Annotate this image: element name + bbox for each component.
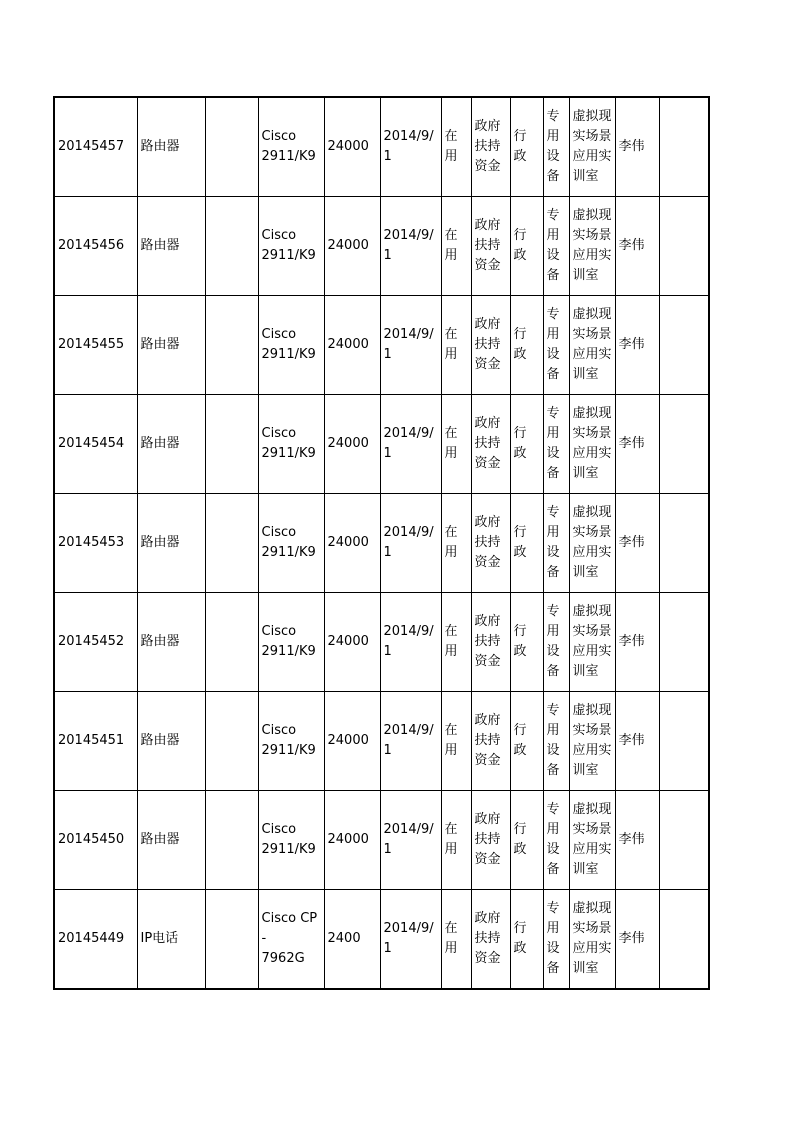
- fund-source-cell-line: 资金: [474, 159, 501, 174]
- location-cell: [569, 197, 615, 296]
- model-cell: [258, 890, 324, 990]
- asset-id-cell: 20145449: [54, 890, 137, 990]
- asset-name-cell: 路由器: [137, 197, 205, 296]
- status-cell-line: 用: [444, 248, 458, 263]
- location-cell-line: 应用实: [572, 941, 612, 956]
- price-cell: 24000: [324, 593, 380, 692]
- status-cell: [441, 296, 471, 395]
- location-cell-line: 虚拟现: [572, 505, 612, 520]
- status-cell-line: 在: [444, 921, 458, 936]
- department-cell-line: 政: [513, 545, 527, 560]
- fund-source-cell: [471, 692, 510, 791]
- category-cell-line: 设: [546, 545, 560, 560]
- fund-source-cell-line: 扶持: [474, 139, 501, 154]
- note-cell: [659, 692, 709, 791]
- location-cell-line: 虚拟现: [572, 406, 612, 421]
- purchase-date-cell: 2014/9/1: [380, 890, 441, 990]
- fund-source-cell: [471, 593, 510, 692]
- category-cell: [543, 593, 569, 692]
- price-cell: 2400: [324, 890, 380, 990]
- status-cell-line: 用: [444, 347, 458, 362]
- table-row: [54, 296, 709, 395]
- location-cell-line: 实场景: [572, 921, 612, 936]
- price-cell: 24000: [324, 395, 380, 494]
- department-cell-line: 行: [513, 228, 527, 243]
- asset-id-cell: 20145453: [54, 494, 137, 593]
- status-cell: [441, 97, 471, 197]
- location-cell-line: 训室: [572, 763, 599, 778]
- department-cell-line: 行: [513, 525, 527, 540]
- location-cell-line: 应用实: [572, 446, 612, 461]
- category-cell-line: 专: [546, 703, 560, 718]
- spec-cell: [205, 692, 258, 791]
- fund-source-cell-line: 政府: [474, 317, 501, 332]
- fund-source-cell-line: 政府: [474, 416, 501, 431]
- category-cell-line: 用: [546, 525, 560, 540]
- category-cell-line: 备: [546, 367, 560, 382]
- custodian-cell: 李伟: [615, 395, 659, 494]
- model-cell: [258, 97, 324, 197]
- fund-source-cell-line: 扶持: [474, 436, 501, 451]
- status-cell-line: 用: [444, 149, 458, 164]
- fund-source-cell: [471, 890, 510, 990]
- purchase-date-cell: 2014/9/1: [380, 395, 441, 494]
- location-cell-line: 虚拟现: [572, 802, 612, 817]
- department-cell: [510, 296, 543, 395]
- model-cell-line: Cisco: [261, 228, 297, 243]
- status-cell: [441, 593, 471, 692]
- location-cell-line: 实场景: [572, 129, 612, 144]
- category-cell-line: 用: [546, 426, 560, 441]
- status-cell: [441, 197, 471, 296]
- category-cell: [543, 791, 569, 890]
- fund-source-cell-line: 资金: [474, 456, 501, 471]
- department-cell-line: 行: [513, 327, 527, 342]
- department-cell: [510, 692, 543, 791]
- note-cell: [659, 97, 709, 197]
- spec-cell: [205, 97, 258, 197]
- category-cell: [543, 890, 569, 990]
- asset-name-cell: 路由器: [137, 97, 205, 197]
- status-cell-line: 在: [444, 129, 458, 144]
- fund-source-cell: [471, 494, 510, 593]
- category-cell-line: 备: [546, 565, 560, 580]
- fund-source-cell-line: 政府: [474, 218, 501, 233]
- fund-source-cell-line: 扶持: [474, 535, 501, 550]
- model-cell-line: 2911/K9: [261, 842, 316, 857]
- department-cell-line: 行: [513, 426, 527, 441]
- location-cell-line: 训室: [572, 466, 599, 481]
- model-cell-line: Cisco: [261, 822, 297, 837]
- department-cell-line: 政: [513, 644, 527, 659]
- department-cell: [510, 890, 543, 990]
- note-cell: [659, 197, 709, 296]
- model-cell: [258, 593, 324, 692]
- note-cell: [659, 890, 709, 990]
- fund-source-cell-line: 扶持: [474, 238, 501, 253]
- department-cell-line: 政: [513, 149, 527, 164]
- department-cell-line: 政: [513, 446, 527, 461]
- model-cell-line: 2911/K9: [261, 248, 316, 263]
- custodian-cell: 李伟: [615, 494, 659, 593]
- model-cell-line: 2911/K9: [261, 644, 316, 659]
- location-cell-line: 虚拟现: [572, 901, 612, 916]
- location-cell-line: 训室: [572, 268, 599, 283]
- location-cell-line: 应用实: [572, 842, 612, 857]
- status-cell-line: 用: [444, 446, 458, 461]
- category-cell-line: 专: [546, 109, 560, 124]
- note-cell: [659, 593, 709, 692]
- asset-name-cell: 路由器: [137, 593, 205, 692]
- category-cell-line: 备: [546, 862, 560, 877]
- category-cell-line: 设: [546, 248, 560, 263]
- model-cell: [258, 395, 324, 494]
- purchase-date-cell: 2014/9/1: [380, 296, 441, 395]
- fund-source-cell: [471, 395, 510, 494]
- model-cell-line: Cisco: [261, 624, 297, 639]
- department-cell: [510, 593, 543, 692]
- fund-source-cell-line: 扶持: [474, 931, 501, 946]
- price-cell: 24000: [324, 791, 380, 890]
- custodian-cell: 李伟: [615, 890, 659, 990]
- table-row: [54, 97, 709, 197]
- table-row: [54, 791, 709, 890]
- category-cell: [543, 692, 569, 791]
- category-cell: [543, 395, 569, 494]
- category-cell: [543, 296, 569, 395]
- location-cell-line: 训室: [572, 169, 599, 184]
- department-cell-line: 行: [513, 822, 527, 837]
- category-cell: [543, 97, 569, 197]
- asset-name-cell: 路由器: [137, 791, 205, 890]
- fund-source-cell-line: 资金: [474, 654, 501, 669]
- fund-source-cell: [471, 97, 510, 197]
- model-cell: [258, 197, 324, 296]
- fund-source-cell-line: 资金: [474, 258, 501, 273]
- category-cell-line: 用: [546, 228, 560, 243]
- location-cell-line: 虚拟现: [572, 604, 612, 619]
- category-cell-line: 用: [546, 327, 560, 342]
- department-cell: [510, 494, 543, 593]
- note-cell: [659, 791, 709, 890]
- table-row: [54, 593, 709, 692]
- asset-id-cell: 20145451: [54, 692, 137, 791]
- table-row: [54, 494, 709, 593]
- location-cell-line: 训室: [572, 961, 599, 976]
- department-cell: [510, 395, 543, 494]
- fund-source-cell-line: 政府: [474, 119, 501, 134]
- location-cell-line: 训室: [572, 862, 599, 877]
- location-cell-line: 应用实: [572, 149, 612, 164]
- model-cell-line: 2911/K9: [261, 743, 316, 758]
- price-cell: 24000: [324, 296, 380, 395]
- location-cell: [569, 494, 615, 593]
- department-cell: [510, 97, 543, 197]
- location-cell-line: 应用实: [572, 545, 612, 560]
- table-row: [54, 692, 709, 791]
- fund-source-cell-line: 资金: [474, 852, 501, 867]
- status-cell-line: 在: [444, 624, 458, 639]
- spec-cell: [205, 494, 258, 593]
- category-cell-line: 用: [546, 624, 560, 639]
- location-cell: [569, 692, 615, 791]
- category-cell-line: 备: [546, 466, 560, 481]
- model-cell-line: Cisco CP-: [261, 911, 318, 946]
- category-cell-line: 设: [546, 446, 560, 461]
- price-cell: 24000: [324, 494, 380, 593]
- location-cell-line: 虚拟现: [572, 307, 612, 322]
- location-cell-line: 虚拟现: [572, 109, 612, 124]
- spec-cell: [205, 890, 258, 990]
- category-cell-line: 备: [546, 664, 560, 679]
- fund-source-cell-line: 扶持: [474, 832, 501, 847]
- location-cell-line: 实场景: [572, 723, 612, 738]
- category-cell-line: 设: [546, 941, 560, 956]
- fund-source-cell-line: 资金: [474, 555, 501, 570]
- status-cell-line: 用: [444, 842, 458, 857]
- purchase-date-cell: 2014/9/1: [380, 97, 441, 197]
- purchase-date-cell: 2014/9/1: [380, 494, 441, 593]
- category-cell-line: 专: [546, 307, 560, 322]
- location-cell-line: 训室: [572, 565, 599, 580]
- location-cell-line: 实场景: [572, 228, 612, 243]
- location-cell-line: 虚拟现: [572, 208, 612, 223]
- status-cell-line: 在: [444, 228, 458, 243]
- status-cell: [441, 494, 471, 593]
- model-cell: [258, 494, 324, 593]
- table-row: [54, 395, 709, 494]
- purchase-date-cell: 2014/9/1: [380, 593, 441, 692]
- custodian-cell: 李伟: [615, 296, 659, 395]
- asset-name-cell: IP电话: [137, 890, 205, 990]
- location-cell-line: 训室: [572, 367, 599, 382]
- location-cell-line: 应用实: [572, 743, 612, 758]
- fund-source-cell: [471, 791, 510, 890]
- fund-source-cell-line: 政府: [474, 911, 501, 926]
- model-cell-line: 2911/K9: [261, 347, 316, 362]
- department-cell: [510, 197, 543, 296]
- note-cell: [659, 494, 709, 593]
- department-cell-line: 行: [513, 624, 527, 639]
- department-cell-line: 行: [513, 921, 527, 936]
- status-cell: [441, 890, 471, 990]
- category-cell-line: 备: [546, 169, 560, 184]
- location-cell: [569, 97, 615, 197]
- price-cell: 24000: [324, 692, 380, 791]
- note-cell: [659, 296, 709, 395]
- asset-name-cell: 路由器: [137, 296, 205, 395]
- purchase-date-cell: 2014/9/1: [380, 197, 441, 296]
- department-cell-line: 政: [513, 743, 527, 758]
- fund-source-cell-line: 政府: [474, 713, 501, 728]
- category-cell-line: 用: [546, 822, 560, 837]
- custodian-cell: 李伟: [615, 692, 659, 791]
- fund-source-cell: [471, 197, 510, 296]
- location-cell: [569, 593, 615, 692]
- asset-name-cell: 路由器: [137, 494, 205, 593]
- model-cell-line: 2911/K9: [261, 149, 316, 164]
- fund-source-cell-line: 扶持: [474, 634, 501, 649]
- asset-id-cell: 20145452: [54, 593, 137, 692]
- asset-ledger-body: [54, 97, 709, 989]
- location-cell-line: 训室: [572, 664, 599, 679]
- status-cell-line: 用: [444, 644, 458, 659]
- status-cell: [441, 692, 471, 791]
- custodian-cell: 李伟: [615, 593, 659, 692]
- department-cell-line: 政: [513, 842, 527, 857]
- fund-source-cell: [471, 296, 510, 395]
- category-cell: [543, 494, 569, 593]
- spec-cell: [205, 395, 258, 494]
- purchase-date-cell: 2014/9/1: [380, 692, 441, 791]
- department-cell-line: 行: [513, 129, 527, 144]
- category-cell-line: 专: [546, 406, 560, 421]
- price-cell: 24000: [324, 97, 380, 197]
- asset-name-cell: 路由器: [137, 395, 205, 494]
- department-cell-line: 政: [513, 347, 527, 362]
- category-cell-line: 设: [546, 743, 560, 758]
- custodian-cell: 李伟: [615, 197, 659, 296]
- status-cell-line: 用: [444, 941, 458, 956]
- status-cell-line: 在: [444, 525, 458, 540]
- category-cell-line: 设: [546, 644, 560, 659]
- spec-cell: [205, 197, 258, 296]
- location-cell: [569, 791, 615, 890]
- category-cell: [543, 197, 569, 296]
- table-row: [54, 197, 709, 296]
- model-cell: [258, 296, 324, 395]
- status-cell-line: 在: [444, 723, 458, 738]
- asset-id-cell: 20145454: [54, 395, 137, 494]
- model-cell-line: Cisco: [261, 426, 297, 441]
- department-cell-line: 政: [513, 248, 527, 263]
- fund-source-cell-line: 资金: [474, 357, 501, 372]
- location-cell-line: 应用实: [572, 347, 612, 362]
- category-cell-line: 备: [546, 268, 560, 283]
- category-cell-line: 设: [546, 149, 560, 164]
- fund-source-cell-line: 资金: [474, 753, 501, 768]
- category-cell-line: 专: [546, 208, 560, 223]
- asset-ledger-table: [53, 96, 710, 990]
- model-cell: [258, 692, 324, 791]
- category-cell-line: 专: [546, 901, 560, 916]
- category-cell-line: 用: [546, 129, 560, 144]
- location-cell: [569, 890, 615, 990]
- location-cell-line: 实场景: [572, 327, 612, 342]
- custodian-cell: 李伟: [615, 97, 659, 197]
- status-cell: [441, 791, 471, 890]
- fund-source-cell-line: 扶持: [474, 337, 501, 352]
- category-cell-line: 专: [546, 505, 560, 520]
- department-cell-line: 政: [513, 941, 527, 956]
- status-cell-line: 用: [444, 743, 458, 758]
- asset-id-cell: 20145456: [54, 197, 137, 296]
- purchase-date-cell: 2014/9/1: [380, 791, 441, 890]
- model-cell: [258, 791, 324, 890]
- asset-id-cell: 20145450: [54, 791, 137, 890]
- category-cell-line: 备: [546, 763, 560, 778]
- model-cell-line: Cisco: [261, 525, 297, 540]
- location-cell: [569, 296, 615, 395]
- asset-name-cell: 路由器: [137, 692, 205, 791]
- model-cell-line: Cisco: [261, 723, 297, 738]
- category-cell-line: 专: [546, 604, 560, 619]
- status-cell-line: 用: [444, 545, 458, 560]
- asset-id-cell: 20145457: [54, 97, 137, 197]
- table-row: [54, 890, 709, 990]
- spec-cell: [205, 593, 258, 692]
- asset-id-cell: 20145455: [54, 296, 137, 395]
- status-cell-line: 在: [444, 426, 458, 441]
- category-cell-line: 设: [546, 842, 560, 857]
- location-cell: [569, 395, 615, 494]
- location-cell-line: 实场景: [572, 624, 612, 639]
- model-cell-line: 7962G: [261, 951, 305, 966]
- category-cell-line: 用: [546, 723, 560, 738]
- fund-source-cell-line: 资金: [474, 951, 501, 966]
- fund-source-cell-line: 政府: [474, 614, 501, 629]
- location-cell-line: 实场景: [572, 822, 612, 837]
- custodian-cell: 李伟: [615, 791, 659, 890]
- model-cell-line: 2911/K9: [261, 446, 316, 461]
- price-cell: 24000: [324, 197, 380, 296]
- model-cell-line: Cisco: [261, 327, 297, 342]
- category-cell-line: 专: [546, 802, 560, 817]
- fund-source-cell-line: 扶持: [474, 733, 501, 748]
- status-cell-line: 在: [444, 822, 458, 837]
- category-cell-line: 用: [546, 921, 560, 936]
- location-cell-line: 虚拟现: [572, 703, 612, 718]
- location-cell-line: 应用实: [572, 248, 612, 263]
- department-cell-line: 行: [513, 723, 527, 738]
- status-cell-line: 在: [444, 327, 458, 342]
- fund-source-cell-line: 政府: [474, 812, 501, 827]
- category-cell-line: 备: [546, 961, 560, 976]
- model-cell-line: 2911/K9: [261, 545, 316, 560]
- location-cell-line: 实场景: [572, 426, 612, 441]
- category-cell-line: 设: [546, 347, 560, 362]
- status-cell: [441, 395, 471, 494]
- location-cell-line: 应用实: [572, 644, 612, 659]
- department-cell: [510, 791, 543, 890]
- model-cell-line: Cisco: [261, 129, 297, 144]
- fund-source-cell-line: 政府: [474, 515, 501, 530]
- spec-cell: [205, 791, 258, 890]
- spec-cell: [205, 296, 258, 395]
- note-cell: [659, 395, 709, 494]
- location-cell-line: 实场景: [572, 525, 612, 540]
